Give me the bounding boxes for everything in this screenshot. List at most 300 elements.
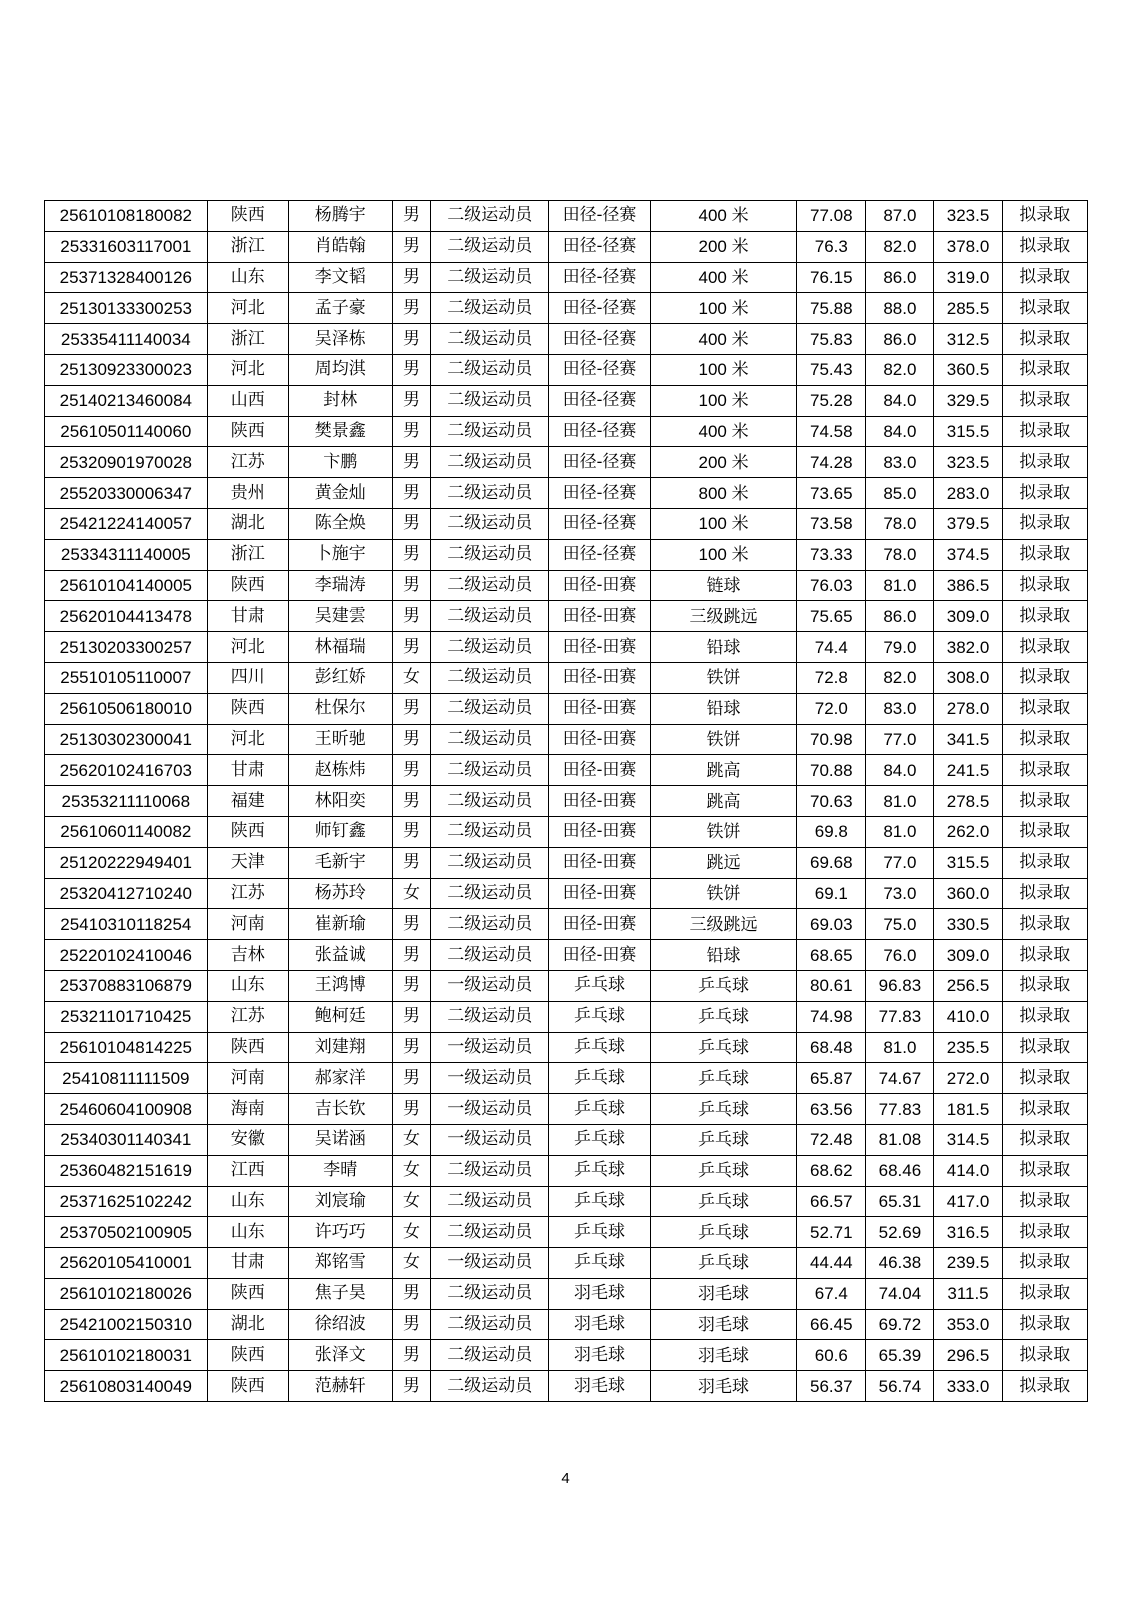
cell-sport-category: 乒乓球 (549, 1124, 651, 1155)
cell-gender: 男 (392, 1340, 431, 1371)
cell-status: 拟录取 (1002, 1032, 1087, 1063)
cell-event: 400 米 (650, 201, 796, 232)
cell-sport-category: 乒乓球 (549, 1217, 651, 1248)
cell-composite-score: 76.15 (797, 262, 866, 293)
cell-province: 河南 (207, 1063, 288, 1094)
cell-gender: 女 (392, 1155, 431, 1186)
cell-name: 鲍柯廷 (288, 1001, 392, 1032)
cell-name: 李瑞涛 (288, 570, 392, 601)
cell-exam-id: 25620105410001 (45, 1248, 208, 1279)
cell-province: 山东 (207, 262, 288, 293)
cell-gender: 男 (392, 262, 431, 293)
cell-sport-score: 86.0 (866, 601, 934, 632)
cell-status: 拟录取 (1002, 878, 1087, 909)
cell-sport-score: 76.0 (866, 940, 934, 971)
cell-event: 乒乓球 (650, 1155, 796, 1186)
cell-exam-id: 25130203300257 (45, 632, 208, 663)
cell-composite-score: 52.71 (797, 1217, 866, 1248)
cell-status: 拟录取 (1002, 1155, 1087, 1186)
cell-status: 拟录取 (1002, 1094, 1087, 1125)
cell-province: 山东 (207, 970, 288, 1001)
cell-gender: 女 (392, 1186, 431, 1217)
cell-status: 拟录取 (1002, 1340, 1087, 1371)
cell-exam-id: 25340301140341 (45, 1124, 208, 1155)
cell-province: 甘肃 (207, 755, 288, 786)
cell-sport-category: 田径-田赛 (549, 847, 651, 878)
table-row (45, 1371, 1088, 1402)
cell-event: 100 米 (650, 385, 796, 416)
cell-sport-category: 乒乓球 (549, 1186, 651, 1217)
cell-exam-id: 25130302300041 (45, 724, 208, 755)
cell-status: 拟录取 (1002, 416, 1087, 447)
cell-athlete-level: 二级运动员 (431, 693, 549, 724)
cell-culture-score: 360.0 (934, 878, 1002, 909)
cell-exam-id: 25320901970028 (45, 447, 208, 478)
cell-composite-score: 73.33 (797, 539, 866, 570)
cell-culture-score: 312.5 (934, 324, 1002, 355)
cell-name: 吴建雲 (288, 601, 392, 632)
cell-gender: 男 (392, 601, 431, 632)
cell-name: 吴诺涵 (288, 1124, 392, 1155)
cell-event: 200 米 (650, 447, 796, 478)
cell-status: 拟录取 (1002, 293, 1087, 324)
cell-event: 乒乓球 (650, 1186, 796, 1217)
cell-event: 羽毛球 (650, 1309, 796, 1340)
cell-sport-category: 羽毛球 (549, 1371, 651, 1402)
cell-composite-score: 74.28 (797, 447, 866, 478)
cell-name: 刘建翔 (288, 1032, 392, 1063)
cell-sport-score: 84.0 (866, 385, 934, 416)
cell-sport-score: 96.83 (866, 970, 934, 1001)
cell-event: 铅球 (650, 693, 796, 724)
cell-composite-score: 68.48 (797, 1032, 866, 1063)
cell-province: 陕西 (207, 693, 288, 724)
cell-sport-category: 田径-田赛 (549, 909, 651, 940)
cell-name: 李文韬 (288, 262, 392, 293)
cell-athlete-level: 一级运动员 (431, 1032, 549, 1063)
table-row (45, 786, 1088, 817)
table-row (45, 262, 1088, 293)
cell-sport-score: 73.0 (866, 878, 934, 909)
cell-sport-score: 86.0 (866, 324, 934, 355)
cell-exam-id: 25620104413478 (45, 601, 208, 632)
cell-sport-score: 82.0 (866, 662, 934, 693)
cell-status: 拟录取 (1002, 1217, 1087, 1248)
cell-status: 拟录取 (1002, 970, 1087, 1001)
cell-exam-id: 25610601140082 (45, 816, 208, 847)
cell-sport-category: 田径-径赛 (549, 201, 651, 232)
cell-composite-score: 75.43 (797, 354, 866, 385)
cell-province: 陕西 (207, 1278, 288, 1309)
cell-sport-score: 83.0 (866, 693, 934, 724)
cell-culture-score: 378.0 (934, 231, 1002, 262)
table-row (45, 508, 1088, 539)
cell-sport-score: 75.0 (866, 909, 934, 940)
cell-status: 拟录取 (1002, 1001, 1087, 1032)
cell-composite-score: 74.4 (797, 632, 866, 663)
cell-exam-id: 25120222949401 (45, 847, 208, 878)
table-row (45, 385, 1088, 416)
table-row (45, 201, 1088, 232)
cell-name: 王鸿博 (288, 970, 392, 1001)
cell-exam-id: 25510105110007 (45, 662, 208, 693)
table-row (45, 1309, 1088, 1340)
cell-name: 林福瑞 (288, 632, 392, 663)
cell-sport-category: 田径-径赛 (549, 508, 651, 539)
cell-sport-category: 田径-田赛 (549, 816, 651, 847)
cell-gender: 男 (392, 231, 431, 262)
cell-event: 乒乓球 (650, 1248, 796, 1279)
table-row (45, 847, 1088, 878)
cell-exam-id: 25610501140060 (45, 416, 208, 447)
table-row (45, 416, 1088, 447)
cell-exam-id: 25371625102242 (45, 1186, 208, 1217)
cell-sport-score: 79.0 (866, 632, 934, 663)
cell-province: 浙江 (207, 231, 288, 262)
cell-athlete-level: 二级运动员 (431, 416, 549, 447)
cell-gender: 男 (392, 1032, 431, 1063)
cell-event: 跳高 (650, 755, 796, 786)
cell-athlete-level: 二级运动员 (431, 1278, 549, 1309)
cell-athlete-level: 二级运动员 (431, 324, 549, 355)
cell-name: 杜保尔 (288, 693, 392, 724)
cell-event: 铁饼 (650, 816, 796, 847)
cell-province: 浙江 (207, 539, 288, 570)
cell-event: 400 米 (650, 324, 796, 355)
cell-province: 河北 (207, 293, 288, 324)
cell-exam-id: 25220102410046 (45, 940, 208, 971)
cell-composite-score: 72.0 (797, 693, 866, 724)
cell-event: 乒乓球 (650, 1094, 796, 1125)
cell-composite-score: 66.45 (797, 1309, 866, 1340)
cell-culture-score: 360.5 (934, 354, 1002, 385)
cell-event: 铁饼 (650, 878, 796, 909)
cell-composite-score: 69.68 (797, 847, 866, 878)
cell-sport-score: 69.72 (866, 1309, 934, 1340)
cell-sport-score: 87.0 (866, 201, 934, 232)
table-row (45, 909, 1088, 940)
cell-athlete-level: 二级运动员 (431, 262, 549, 293)
cell-status: 拟录取 (1002, 847, 1087, 878)
cell-status: 拟录取 (1002, 385, 1087, 416)
cell-exam-id: 25335411140034 (45, 324, 208, 355)
table-row (45, 1094, 1088, 1125)
cell-status: 拟录取 (1002, 508, 1087, 539)
cell-event: 乒乓球 (650, 1217, 796, 1248)
cell-sport-category: 田径-田赛 (549, 601, 651, 632)
cell-athlete-level: 一级运动员 (431, 1094, 549, 1125)
table-row (45, 724, 1088, 755)
cell-event: 100 米 (650, 539, 796, 570)
cell-event: 乒乓球 (650, 1124, 796, 1155)
table-row (45, 1032, 1088, 1063)
cell-athlete-level: 二级运动员 (431, 231, 549, 262)
cell-athlete-level: 二级运动员 (431, 354, 549, 385)
cell-sport-score: 81.0 (866, 816, 934, 847)
cell-sport-score: 77.0 (866, 847, 934, 878)
cell-gender: 男 (392, 940, 431, 971)
cell-sport-score: 81.0 (866, 786, 934, 817)
cell-province: 陕西 (207, 201, 288, 232)
cell-culture-score: 285.5 (934, 293, 1002, 324)
cell-sport-score: 77.83 (866, 1094, 934, 1125)
cell-sport-category: 羽毛球 (549, 1278, 651, 1309)
cell-culture-score: 417.0 (934, 1186, 1002, 1217)
cell-composite-score: 66.57 (797, 1186, 866, 1217)
cell-status: 拟录取 (1002, 478, 1087, 509)
cell-sport-category: 乒乓球 (549, 1094, 651, 1125)
cell-athlete-level: 二级运动员 (431, 478, 549, 509)
cell-exam-id: 25371328400126 (45, 262, 208, 293)
cell-province: 吉林 (207, 940, 288, 971)
cell-event: 100 米 (650, 354, 796, 385)
cell-sport-category: 田径-径赛 (549, 231, 651, 262)
table-body (45, 201, 1088, 1402)
cell-sport-category: 乒乓球 (549, 1155, 651, 1186)
cell-sport-score: 78.0 (866, 539, 934, 570)
cell-culture-score: 382.0 (934, 632, 1002, 663)
cell-culture-score: 311.5 (934, 1278, 1002, 1309)
cell-province: 陕西 (207, 1340, 288, 1371)
cell-status: 拟录取 (1002, 1278, 1087, 1309)
cell-composite-score: 74.58 (797, 416, 866, 447)
cell-name: 吴泽栋 (288, 324, 392, 355)
cell-culture-score: 235.5 (934, 1032, 1002, 1063)
cell-culture-score: 333.0 (934, 1371, 1002, 1402)
cell-athlete-level: 一级运动员 (431, 1063, 549, 1094)
cell-culture-score: 323.5 (934, 447, 1002, 478)
cell-gender: 男 (392, 1309, 431, 1340)
cell-athlete-level: 二级运动员 (431, 1186, 549, 1217)
table-row (45, 878, 1088, 909)
table-row (45, 539, 1088, 570)
cell-culture-score: 315.5 (934, 847, 1002, 878)
cell-composite-score: 74.98 (797, 1001, 866, 1032)
cell-status: 拟录取 (1002, 786, 1087, 817)
cell-sport-score: 88.0 (866, 293, 934, 324)
cell-event: 乒乓球 (650, 1063, 796, 1094)
cell-name: 刘宸瑜 (288, 1186, 392, 1217)
cell-province: 陕西 (207, 416, 288, 447)
cell-sport-category: 田径-径赛 (549, 324, 651, 355)
cell-status: 拟录取 (1002, 1124, 1087, 1155)
cell-exam-id: 25610104814225 (45, 1032, 208, 1063)
cell-sport-category: 田径-田赛 (549, 693, 651, 724)
cell-culture-score: 316.5 (934, 1217, 1002, 1248)
admission-results-table (44, 200, 1088, 1402)
cell-athlete-level: 二级运动员 (431, 539, 549, 570)
table-row (45, 354, 1088, 385)
table-row (45, 447, 1088, 478)
cell-culture-score: 283.0 (934, 478, 1002, 509)
cell-status: 拟录取 (1002, 262, 1087, 293)
cell-status: 拟录取 (1002, 354, 1087, 385)
cell-event: 铅球 (650, 632, 796, 663)
cell-culture-score: 272.0 (934, 1063, 1002, 1094)
cell-name: 赵栋炜 (288, 755, 392, 786)
cell-gender: 男 (392, 755, 431, 786)
table-row (45, 693, 1088, 724)
cell-province: 山东 (207, 1186, 288, 1217)
cell-name: 林阳奕 (288, 786, 392, 817)
cell-exam-id: 25610803140049 (45, 1371, 208, 1402)
cell-name: 杨腾宇 (288, 201, 392, 232)
cell-event: 铁饼 (650, 724, 796, 755)
cell-status: 拟录取 (1002, 231, 1087, 262)
table-row (45, 1278, 1088, 1309)
cell-name: 卜施宇 (288, 539, 392, 570)
cell-sport-score: 77.0 (866, 724, 934, 755)
cell-athlete-level: 一级运动员 (431, 1248, 549, 1279)
cell-culture-score: 329.5 (934, 385, 1002, 416)
cell-athlete-level: 二级运动员 (431, 755, 549, 786)
cell-culture-score: 256.5 (934, 970, 1002, 1001)
cell-sport-score: 82.0 (866, 231, 934, 262)
cell-name: 徐绍波 (288, 1309, 392, 1340)
table-row (45, 632, 1088, 663)
cell-province: 山西 (207, 385, 288, 416)
table-row (45, 970, 1088, 1001)
cell-sport-score: 52.69 (866, 1217, 934, 1248)
cell-composite-score: 76.3 (797, 231, 866, 262)
table-row (45, 1063, 1088, 1094)
cell-status: 拟录取 (1002, 632, 1087, 663)
cell-event: 100 米 (650, 293, 796, 324)
cell-gender: 男 (392, 1063, 431, 1094)
cell-event: 400 米 (650, 416, 796, 447)
cell-composite-score: 70.88 (797, 755, 866, 786)
cell-culture-score: 314.5 (934, 1124, 1002, 1155)
cell-sport-category: 田径-田赛 (549, 878, 651, 909)
cell-athlete-level: 二级运动员 (431, 940, 549, 971)
cell-name: 许巧巧 (288, 1217, 392, 1248)
cell-exam-id: 25334311140005 (45, 539, 208, 570)
cell-name: 范赫轩 (288, 1371, 392, 1402)
cell-culture-score: 323.5 (934, 201, 1002, 232)
cell-athlete-level: 二级运动员 (431, 1155, 549, 1186)
table-row (45, 570, 1088, 601)
cell-name: 李晴 (288, 1155, 392, 1186)
table-row (45, 940, 1088, 971)
cell-event: 羽毛球 (650, 1371, 796, 1402)
cell-exam-id: 25370502100905 (45, 1217, 208, 1248)
cell-sport-score: 83.0 (866, 447, 934, 478)
cell-province: 江西 (207, 1155, 288, 1186)
table-row (45, 1155, 1088, 1186)
cell-sport-score: 65.31 (866, 1186, 934, 1217)
cell-name: 封林 (288, 385, 392, 416)
cell-sport-score: 85.0 (866, 478, 934, 509)
cell-athlete-level: 二级运动员 (431, 909, 549, 940)
cell-composite-score: 44.44 (797, 1248, 866, 1279)
cell-athlete-level: 二级运动员 (431, 847, 549, 878)
cell-exam-id: 25610102180026 (45, 1278, 208, 1309)
cell-sport-category: 田径-径赛 (549, 447, 651, 478)
cell-exam-id: 25130133300253 (45, 293, 208, 324)
cell-culture-score: 309.0 (934, 940, 1002, 971)
cell-status: 拟录取 (1002, 1186, 1087, 1217)
cell-athlete-level: 二级运动员 (431, 724, 549, 755)
cell-composite-score: 75.28 (797, 385, 866, 416)
cell-exam-id: 25353211110068 (45, 786, 208, 817)
cell-exam-id: 25620102416703 (45, 755, 208, 786)
table-row (45, 755, 1088, 786)
cell-province: 甘肃 (207, 601, 288, 632)
cell-sport-score: 56.74 (866, 1371, 934, 1402)
cell-event: 羽毛球 (650, 1278, 796, 1309)
cell-sport-category: 田径-田赛 (549, 724, 651, 755)
cell-sport-category: 乒乓球 (549, 970, 651, 1001)
cell-athlete-level: 二级运动员 (431, 508, 549, 539)
cell-composite-score: 77.08 (797, 201, 866, 232)
cell-province: 福建 (207, 786, 288, 817)
cell-exam-id: 25610102180031 (45, 1340, 208, 1371)
cell-composite-score: 73.65 (797, 478, 866, 509)
cell-name: 杨苏玲 (288, 878, 392, 909)
cell-sport-category: 田径-径赛 (549, 385, 651, 416)
cell-province: 湖北 (207, 508, 288, 539)
cell-composite-score: 73.58 (797, 508, 866, 539)
cell-culture-score: 319.0 (934, 262, 1002, 293)
cell-province: 安徽 (207, 1124, 288, 1155)
cell-province: 陕西 (207, 570, 288, 601)
cell-exam-id: 25130923300023 (45, 354, 208, 385)
cell-sport-category: 田径-径赛 (549, 478, 651, 509)
cell-exam-id: 25320412710240 (45, 878, 208, 909)
cell-province: 陕西 (207, 1032, 288, 1063)
cell-name: 樊景鑫 (288, 416, 392, 447)
cell-composite-score: 76.03 (797, 570, 866, 601)
cell-name: 孟子豪 (288, 293, 392, 324)
cell-event: 乒乓球 (650, 1032, 796, 1063)
cell-province: 四川 (207, 662, 288, 693)
cell-gender: 男 (392, 1001, 431, 1032)
cell-gender: 男 (392, 416, 431, 447)
cell-exam-id: 25610104140005 (45, 570, 208, 601)
cell-event: 链球 (650, 570, 796, 601)
table-row (45, 601, 1088, 632)
cell-sport-score: 82.0 (866, 354, 934, 385)
cell-sport-score: 46.38 (866, 1248, 934, 1279)
cell-composite-score: 69.03 (797, 909, 866, 940)
cell-province: 陕西 (207, 816, 288, 847)
cell-province: 海南 (207, 1094, 288, 1125)
cell-exam-id: 25610108180082 (45, 201, 208, 232)
cell-sport-score: 74.04 (866, 1278, 934, 1309)
cell-sport-score: 84.0 (866, 416, 934, 447)
table-row (45, 231, 1088, 262)
cell-exam-id: 25410811111509 (45, 1063, 208, 1094)
cell-gender: 男 (392, 847, 431, 878)
cell-province: 江苏 (207, 878, 288, 909)
cell-athlete-level: 二级运动员 (431, 447, 549, 478)
cell-athlete-level: 二级运动员 (431, 570, 549, 601)
cell-gender: 女 (392, 878, 431, 909)
cell-event: 铅球 (650, 940, 796, 971)
cell-athlete-level: 二级运动员 (431, 1340, 549, 1371)
cell-composite-score: 70.63 (797, 786, 866, 817)
cell-name: 毛新宇 (288, 847, 392, 878)
cell-status: 拟录取 (1002, 1309, 1087, 1340)
page-number: 4 (561, 1470, 570, 1487)
cell-event: 800 米 (650, 478, 796, 509)
cell-name: 张泽文 (288, 1340, 392, 1371)
cell-sport-category: 田径-径赛 (549, 539, 651, 570)
cell-sport-category: 田径-田赛 (549, 940, 651, 971)
cell-athlete-level: 二级运动员 (431, 201, 549, 232)
cell-status: 拟录取 (1002, 601, 1087, 632)
cell-status: 拟录取 (1002, 1248, 1087, 1279)
